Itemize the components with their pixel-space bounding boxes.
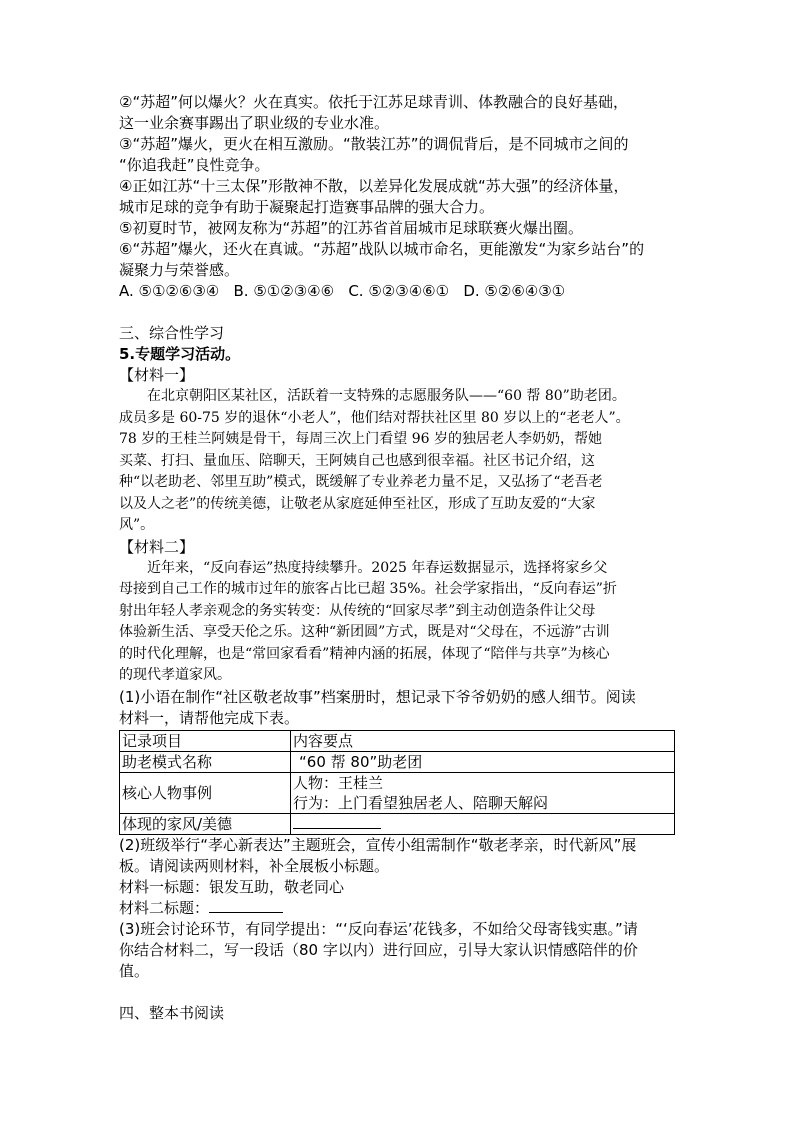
- answer-blank[interactable]: [209, 898, 283, 913]
- table-cell: [291, 772, 675, 813]
- record-table: [119, 730, 675, 835]
- option-line: ⑥“苏超”爆火，还火在真诚。“苏超”战队以城市命名，更能激发“为家乡站台”的: [119, 240, 645, 258]
- material2-title-label: 材料二标题：: [119, 898, 210, 917]
- table-cell-line: 行为：上门看望独居老人、陪聊天解闷: [293, 793, 549, 812]
- section-heading: 三、综合性学习: [119, 324, 225, 342]
- table-row: [120, 751, 675, 772]
- document-page: [119, 92, 679, 1024]
- question-line: 你结合材料二，写一段话（80 字以内）进行回应，引导大家认识情感陪伴的价: [119, 940, 638, 959]
- option-line: 这一业余赛事踢出了职业级的专业水准。: [119, 114, 390, 132]
- table-row: [120, 730, 675, 751]
- question-line: 板。请阅读两则材料，补全展板小标题。: [119, 856, 390, 875]
- material-line: 以及人之老”的传统美德，让敬老从家庭延伸至社区，形成了互助友爱的“大家: [119, 495, 596, 512]
- table-cell: 助老模式名称: [120, 751, 291, 772]
- table-row: [120, 772, 675, 813]
- option-line: 城市足球的竞争有助于凝聚起打造赛事品牌的强大合力。: [119, 198, 495, 216]
- material2-label: 【材料二】: [119, 537, 195, 556]
- section-heading: 四、整本书阅读: [119, 1003, 225, 1022]
- option-line: “你追我赶”良性竞争。: [119, 156, 270, 174]
- answer-choices: A. ⑤①②⑥③④ B. ⑤①②③④⑥ C. ⑤②③④⑥① D. ⑤②⑥④③①: [119, 282, 566, 300]
- subquestion-3: [119, 919, 679, 982]
- table-header-cell: 记录项目: [120, 730, 291, 751]
- material1-title: 材料一标题：银发互助，敬老同心: [119, 877, 345, 896]
- question-line: 值。: [119, 961, 150, 980]
- material-line: 风”。: [119, 517, 155, 533]
- question-title: 5.专题学习活动。: [119, 345, 241, 363]
- answer-blank[interactable]: [293, 814, 381, 829]
- table-cell: 体现的家风/美德: [120, 813, 291, 834]
- material-line: 种“以老助老、邻里互助”模式，既缓解了专业养老力量不足，又弘扬了“老吾老: [119, 474, 603, 490]
- table-cell-line: 人物：王桂兰: [293, 773, 384, 792]
- material2-title: [119, 898, 679, 919]
- material-line: 的时代化理解，也是“常回家看看”精神内涵的拓展，体现了“陪伴与共享”为核心: [119, 645, 610, 662]
- material1-label: 【材料一】: [119, 366, 195, 384]
- options-block: [119, 92, 679, 302]
- answer-blank-cell[interactable]: [291, 813, 675, 834]
- material-line: 买菜、打扫、量血压、陪聊天，王阿姨自己也感到很幸福。社区书记介绍，这: [119, 452, 595, 469]
- question-line: 材料一，请帮他完成下表。: [119, 708, 300, 727]
- option-line: ⑤初夏时节，被网友称为“苏超”的江苏省首届城市足球联赛火爆出圈。: [119, 219, 583, 237]
- material-line: 在北京朝阳区某社区，活跃着一支特殊的志愿服务队——“60 帮 80”助老团。: [147, 388, 626, 404]
- material1-text: [119, 386, 679, 537]
- option-line: ③“苏超”爆火，更火在相互激励。“散装江苏”的调侃背后，是不同城市之间的: [119, 135, 629, 153]
- question-line: (3)班会讨论环节，有同学提出：“‘反向春运’花钱多，不如给父母寄钱实惠。”请: [119, 919, 638, 938]
- subquestion-1: [119, 687, 679, 729]
- question-line: (1)小语在制作“社区敬老故事”档案册时，想记录下爷爷奶奶的感人细节。阅读: [119, 687, 636, 706]
- material-line: 母接到自己工作的城市过年的旅客占比已超 35%。社会学家指出，“反向春运”折: [119, 581, 617, 597]
- question-line: (2)班级举行“孝心新表达”主题班会，宣传小组需制作“敬老孝亲，时代新风”展: [119, 835, 637, 854]
- table-header-cell: 内容要点: [291, 730, 675, 751]
- material2-text: [119, 558, 679, 687]
- material-line: 射出年轻人孝亲观念的务实转变：从传统的“回家尽孝”到主动创造条件让父母: [119, 602, 596, 619]
- option-line: ④正如江苏“十三太保”形散神不散，以差异化发展成就“苏大强”的经济体量，: [119, 177, 629, 195]
- table-row: [120, 813, 675, 834]
- option-line: ②“苏超”何以爆火？火在真实。依托于江苏足球青训、体教融合的良好基础，: [119, 93, 628, 111]
- material-line: 近年来，“反向春运”热度持续攀升。2025 年春运数据显示，选择将家乡父: [147, 559, 608, 576]
- table-cell: “60 帮 80”助老团: [291, 751, 675, 772]
- material-line: 的现代孝道家风。: [119, 667, 231, 683]
- material-line: 体验新生活、享受天伦之乐。这种“新团圆”方式，既是对“父母在，不远游”古训: [119, 624, 610, 640]
- table-cell-text: 核心人物事例: [122, 783, 213, 802]
- subquestion-2: [119, 835, 679, 919]
- table-cell: [120, 772, 291, 813]
- material-line: 成员多是 60-75 岁的退休“小老人”，他们结对帮扶社区里 80 岁以上的“老老人”。: [119, 409, 630, 426]
- material-line: 78 岁的王桂兰阿姨是骨干，每周三次上门看望 96 岁的独居老人李奶奶，帮她: [119, 431, 602, 447]
- option-line: 凝聚力与荣誉感。: [119, 261, 240, 279]
